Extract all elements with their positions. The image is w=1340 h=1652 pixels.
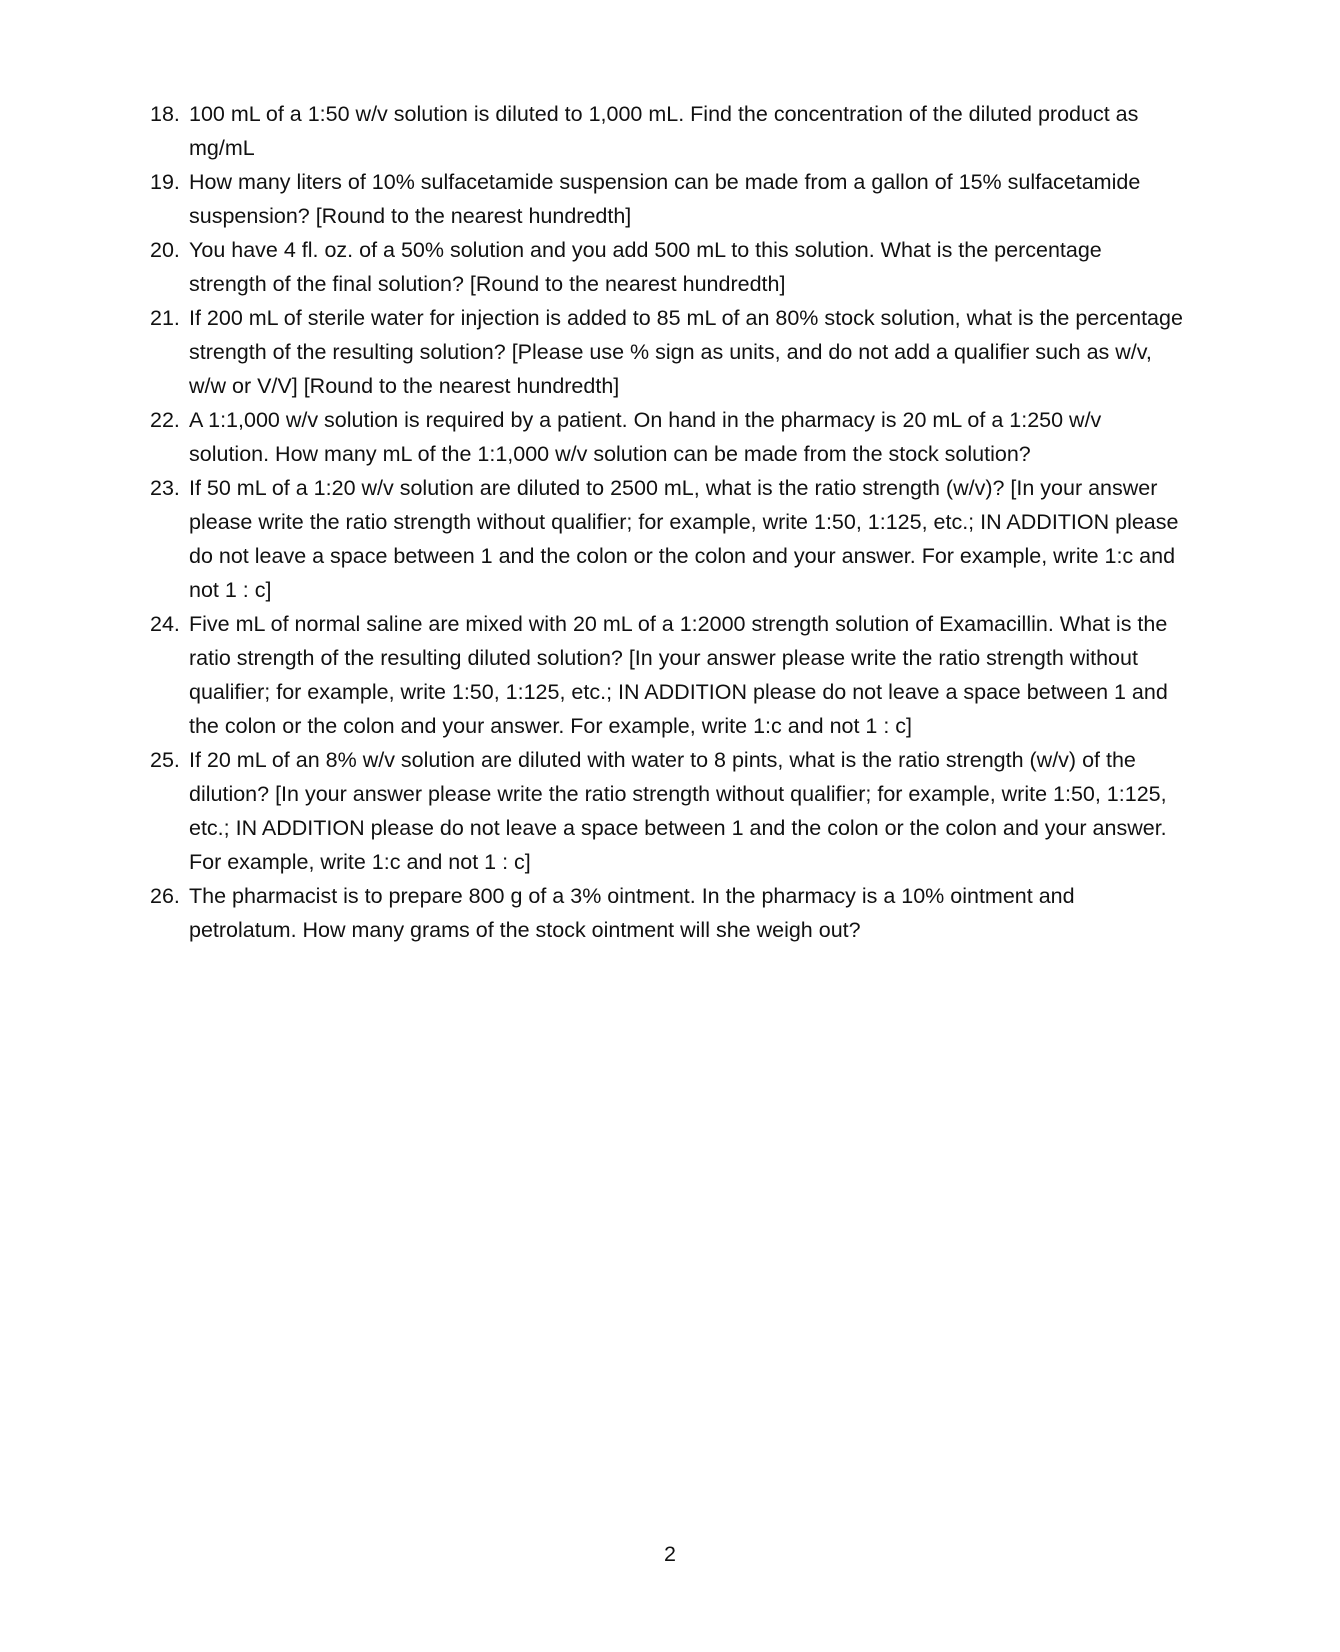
question-number: 22.: [150, 408, 180, 432]
question-list: [150, 97, 1185, 947]
question-21: [150, 301, 1185, 403]
question-text: Five mL of normal saline are mixed with 20 mL of a 1:2000 strength solution of Examacillin. What is the ratio strength of the resulting diluted solution? [In your answer please write the ratio strength without qualifier; for example, write 1:50, 1:125, etc.; IN ADDITION please do not leave a space between 1 and the colon or the colon and your answer. For example, write 1:c and not 1 : c]: [189, 612, 1168, 738]
question-19: [150, 165, 1185, 233]
question-24: [150, 607, 1185, 743]
question-18: [150, 97, 1185, 165]
question-text: A 1:1,000 w/v solution is required by a patient. On hand in the pharmacy is 20 mL of a 1:250 w/v solution. How many mL of the 1:1,000 w/v solution can be made from the stock solution?: [189, 408, 1102, 466]
question-text: If 50 mL of a 1:20 w/v solution are diluted to 2500 mL, what is the ratio strength (w/v)? [In your answer please write the ratio strength without qualifier; for example, write 1:50, 1:125, etc.; IN ADDITION please do not leave a space between 1 and the colon or the colon and your answer. For example, write 1:c and not 1 : c]: [189, 476, 1179, 602]
question-22: [150, 403, 1185, 471]
question-number: 24.: [150, 612, 180, 636]
question-number: 21.: [150, 306, 180, 330]
question-text: You have 4 fl. oz. of a 50% solution and you add 500 mL to this solution. What is the percentage strength of the final solution? [Round to the nearest hundredth]: [189, 238, 1102, 296]
question-number: 26.: [150, 884, 180, 908]
question-number: 18.: [150, 102, 180, 126]
question-text: How many liters of 10% sulfacetamide suspension can be made from a gallon of 15% sulfacetamide suspension? [Round to the nearest hundredth]: [189, 170, 1141, 228]
question-26: [150, 879, 1185, 947]
question-number: 20.: [150, 238, 180, 262]
question-number: 25.: [150, 748, 180, 772]
question-number: 19.: [150, 170, 180, 194]
question-20: [150, 233, 1185, 301]
question-text: If 200 mL of sterile water for injection is added to 85 mL of an 80% stock solution, what is the percentage strength of the resulting solution? [Please use % sign as units, and do not add a qualifier such as w/v, w/w or V/V] [Round to the nearest hundredth]: [189, 306, 1183, 398]
question-text: If 20 mL of an 8% w/v solution are diluted with water to 8 pints, what is the ratio strength (w/v) of the dilution? [In your answer please write the ratio strength without qualifier; for example, write 1:50, 1:125, etc.; IN ADDITION please do not leave a space between 1 and the colon or the colon and your answer. For example, write 1:c and not 1 : c]: [189, 748, 1167, 874]
question-text: 100 mL of a 1:50 w/v solution is diluted to 1,000 mL. Find the concentration of the diluted product as mg/mL: [189, 102, 1139, 160]
question-text: The pharmacist is to prepare 800 g of a 3% ointment. In the pharmacy is a 10% ointment and petrolatum. How many grams of the stock ointment will she weigh out?: [189, 884, 1075, 942]
page-number: 2: [664, 1542, 676, 1566]
question-25: [150, 743, 1185, 879]
question-number: 23.: [150, 476, 180, 500]
question-23: [150, 471, 1185, 607]
